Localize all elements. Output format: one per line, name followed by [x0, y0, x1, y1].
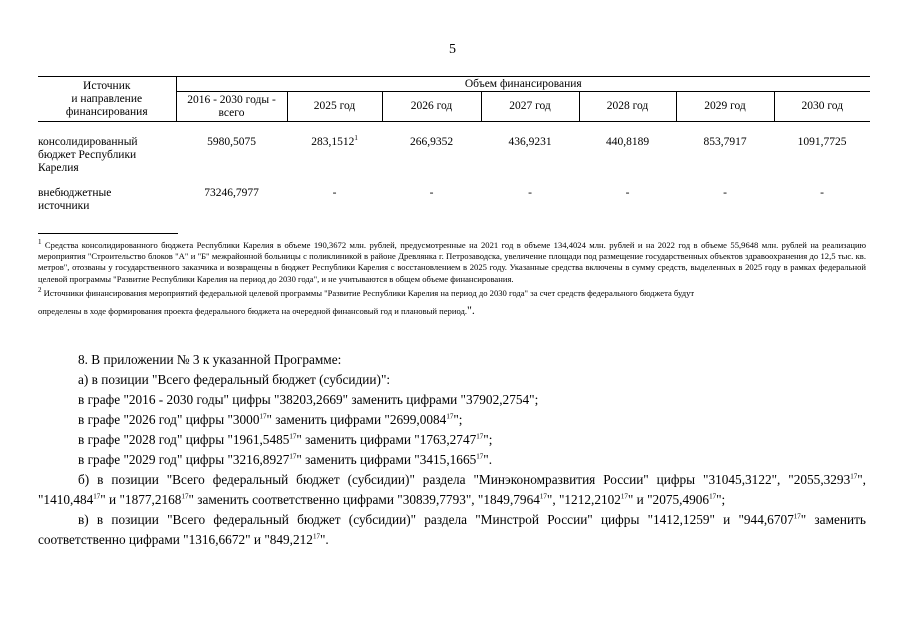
- paragraph-8: 8. В приложении № 3 к указанной Программе:: [78, 352, 342, 367]
- amendment-text: [38, 350, 866, 550]
- table-row: [38, 122, 870, 176]
- footnotes: [38, 240, 866, 317]
- col-header-2025: 2025 год: [287, 92, 382, 122]
- line-2026: в графе "2026 год" цифры "3000$^{17}$" заменить цифрами "2699,0084$^{17}$";: [78, 412, 463, 427]
- col-header-2026: 2026 год: [382, 92, 481, 122]
- col-header-2028: 2028 год: [579, 92, 676, 122]
- row-label: консолидированный бюджет Республики Карелия: [38, 136, 138, 174]
- cell-total: 73246,7977: [204, 187, 259, 199]
- col-header-2027: 2027 год: [481, 92, 579, 122]
- cell-2026: 266,9352: [409, 136, 454, 148]
- line-2029: в графе "2029 год" цифры "3216,8927$^{17}$" заменить цифрами "3415,1665$^{17}$".: [78, 452, 493, 467]
- financing-table: [38, 76, 870, 213]
- col-header-2029: 2029 год: [676, 92, 774, 122]
- line-2028: в графе "2028 год" цифры "1961,5485$^{17}$" заменить цифрами "1763,2747$^{17}$";: [78, 432, 493, 447]
- cell-2028: -: [625, 187, 630, 199]
- cell-2025: -: [332, 187, 337, 199]
- footnote-1: $^1$ Средства консолидированного бюджета Республики Карелия в объеме 190,3672 млн. рублей, предусмотренные на 2021 год в объеме 134,4024 млн. рублей и на 2022 год в объеме 55,9648 млн. рублей на реализацию мероприятия "Строительство блоков "А" и "Б" межрайонной больницы с поликлиникой в районе Древлянка г. Петрозаводска, увеличение площади под размещение государственных объектов здравоохранения до 12,5 тыс. кв. метров", отозваны у государственного заказчика и возвращены в бюджет Республики Карелия с восстановлением в 2025 году. Указанные средства включены в сумму средств, выделенных в 2025 году в рамках федеральной целевой программы "Развитие Республики Карелия на период до 2030 года", и не учитываются в общем объеме финансирования.: [38, 238, 866, 284]
- source-header: Источник и направление финансирования: [38, 77, 176, 122]
- paragraph-a: а) в позиции "Всего федеральный бюджет (субсидии)":: [78, 372, 391, 387]
- cell-2027: 436,9231: [508, 136, 552, 148]
- col-header-total: 2016 - 2030 годы - всего: [176, 92, 287, 122]
- footnote-divider: [38, 233, 178, 234]
- cell-2025: 283,1512$^1$: [311, 134, 358, 148]
- col-header-2030: 2030 год: [774, 92, 870, 122]
- cell-2029: -: [723, 187, 727, 199]
- volume-header: Объем финансирования: [176, 77, 870, 92]
- cell-2029: 853,7917: [703, 136, 747, 148]
- line-2016-2030: в графе "2016 - 2030 годы" цифры "38203,2669" заменить цифрами "37902,2754";: [78, 392, 539, 407]
- cell-2027: -: [528, 187, 532, 199]
- paragraph-v: в) в позиции "Всего федеральный бюджет (субсидии)" раздела "Минстрой России" цифры "1412,1259" и "944,6707$^{17}$" заменить соответственно цифрами "1316,6672" и "849,212$^{17}$".: [38, 512, 866, 547]
- cell-2030: -: [820, 187, 824, 199]
- cell-total: 5980,5075: [207, 136, 256, 148]
- cell-2028: 440,8189: [605, 136, 650, 148]
- footnote-2: $^2$ Источники финансирования мероприятий федеральной целевой программы "Развитие Республики Карелия на период до 2030 года" за счет средств федерального бюджета будут определены в ходе формирования проекта федерального бюджета на очередной финансовый год и плановый период.".: [38, 285, 695, 318]
- page-number: 5: [449, 42, 456, 57]
- cell-2026: -: [429, 187, 434, 199]
- cell-2030: 1091,7725: [797, 136, 847, 148]
- table-row: [38, 175, 870, 213]
- paragraph-b: б) в позиции "Всего федеральный бюджет (субсидии)" раздела "Минэкономразвития России" цифры "31045,3122", "2055,3293$^{17}$", "1410,484$^{17}$" и "1877,2168$^{17}$" заменить соответственно цифрами "30839,7793", "1849,7964$^{17}$", "1212,2102$^{17}$" и "2075,4906$^{17}$";: [38, 472, 866, 507]
- row-label: внебюджетные источники: [38, 187, 112, 212]
